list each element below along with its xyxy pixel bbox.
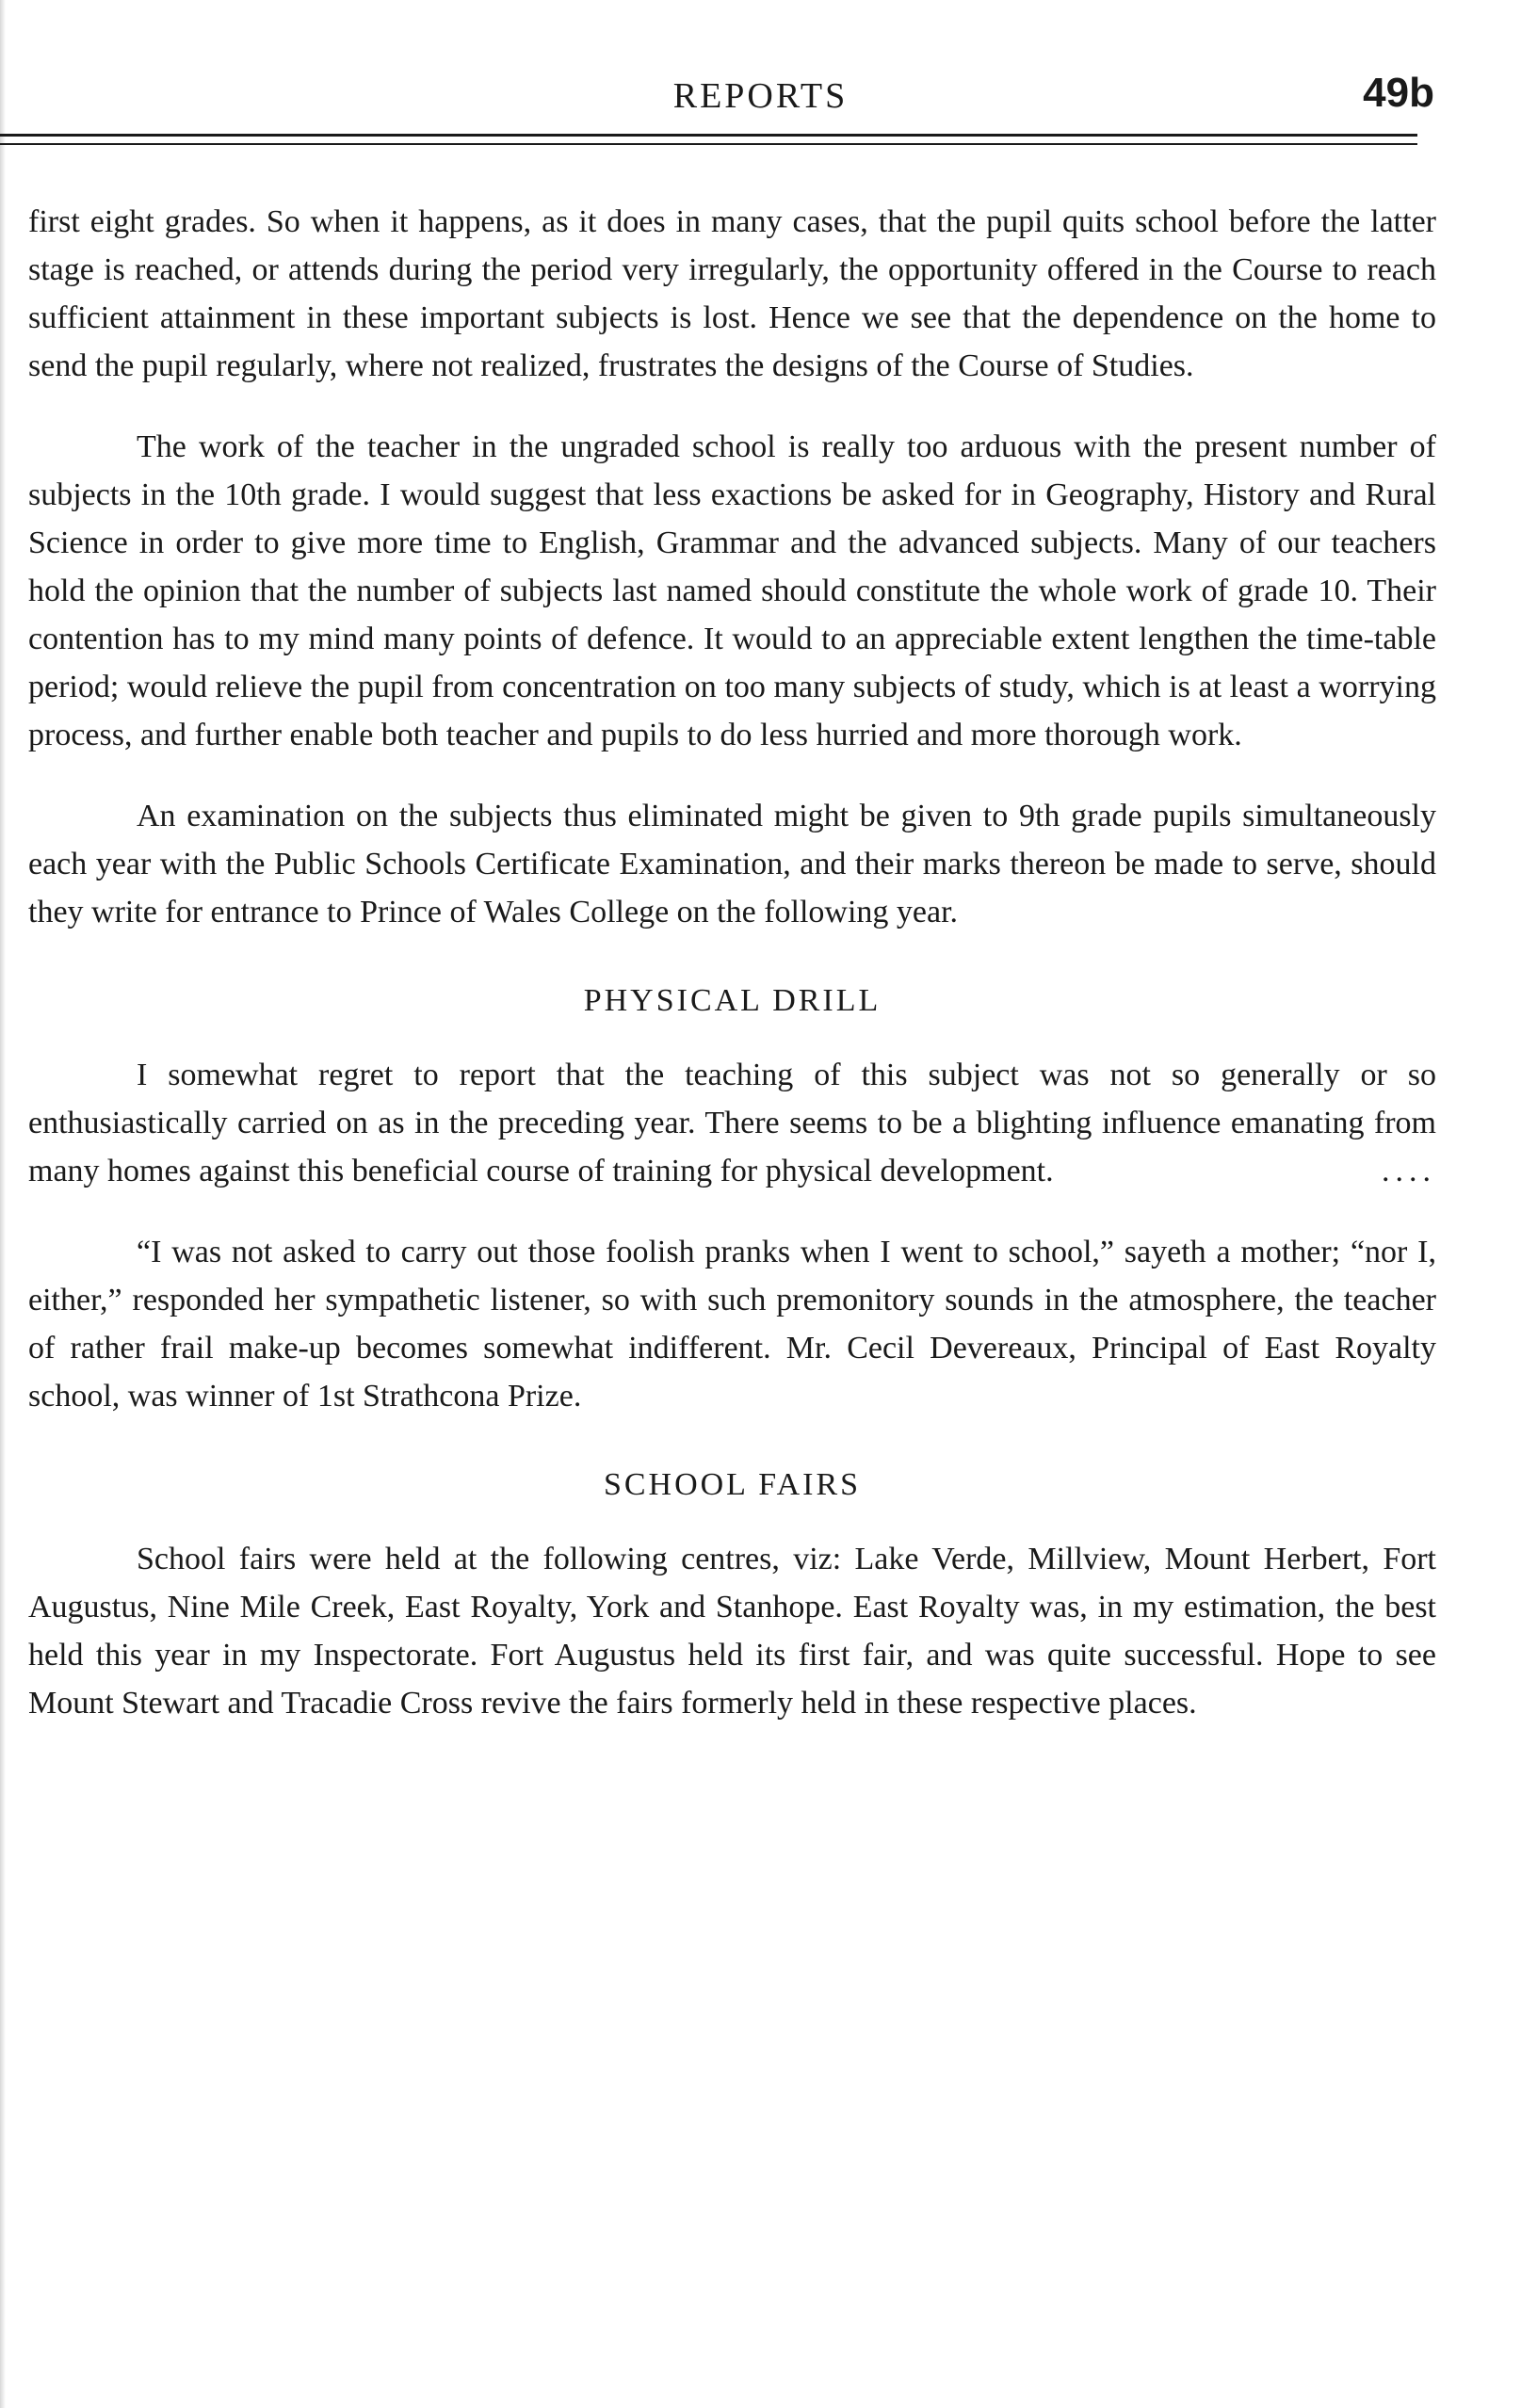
page-header <box>0 70 1521 151</box>
header-rule-thin <box>0 143 1417 145</box>
ellipsis-mark: .... <box>1382 1154 1436 1188</box>
paragraph-mother-quote: “I was not asked to carry out those foolish pranks when I went to school,” sayeth a mother; “nor I, either,” responded her sympathetic listener, so with such premonitory sounds in the atmosphere, the teacher of rather frail make-up becomes somewhat indifferent. Mr. Cecil Devereaux, Principal of East Royalty school, was winner of 1st Strathcona Prize. <box>28 1235 1436 1414</box>
heading-school-fairs: SCHOOL FAIRS <box>603 1467 862 1502</box>
header-rule <box>0 134 1417 137</box>
page-binding-edge <box>0 0 6 2408</box>
paragraph-examination: An examination on the subjects thus eliminated might be given to 9th grade pupils simultaneously each year with the Public Schools Certificate Examination, and their marks thereon be made to serve, should they write for entrance to Prince of Wales College on the following year. <box>28 799 1436 929</box>
paragraph-school-fairs: School fairs were held at the following centres, viz: Lake Verde, Millview, Mount Herbert, Fort Augustus, Nine Mile Creek, East Royalty, York and Stanhope. East Royalty was, in my estimation, the best held this year in my Inspectorate. Fort Augustus held its first fair, and was quite successful. Hope to see Mount Stewart and Tracadie Cross revive the fairs formerly held in these respective places. <box>28 1542 1436 1721</box>
running-head: REPORTS <box>672 76 849 116</box>
paragraph-ungraded-school: The work of the teacher in the ungraded school is really too arduous with the present number of subjects in the 10th grade. I would suggest that less exactions be asked for in Geography, History and Rural Science in order to give more time to English, Grammar and the advanced subjects. Many of our teachers hold the opinion that the number of subjects last named should constitute the whole work of grade 10. Their contention has to my mind many points of defence. It would to an appreciable extent lengthen the time-table period; would relieve the pupil from concentration on too many subjects of study, which is at least a worrying process, and further enable both teacher and pupils to do less hurried and more thorough work. <box>28 429 1436 752</box>
paragraph-physical-drill-text: I somewhat regret to report that the teaching of this subject was not so generally or so enthusiastically carried on as in the preceding year. There seems to be a blighting influence emanating from many homes against this beneficial course of training for physical development. <box>28 1058 1436 1188</box>
heading-physical-drill: PHYSICAL DRILL <box>583 983 882 1018</box>
page-number: 49b <box>1363 70 1434 116</box>
paragraph-physical-drill <box>28 1051 1436 1195</box>
body-text <box>28 198 1436 1727</box>
paragraph-continuation: first eight grades. So when it happens, as it does in many cases, that the pupil quits school before the latter stage is reached, or attends during the period very irregularly, the opportunity offered in the Course to reach sufficient attainment in these important subjects is lost. Hence we see that the dependence on the home to send the pupil regularly, where not realized, frustrates the designs of the Course of Studies. <box>28 204 1436 383</box>
